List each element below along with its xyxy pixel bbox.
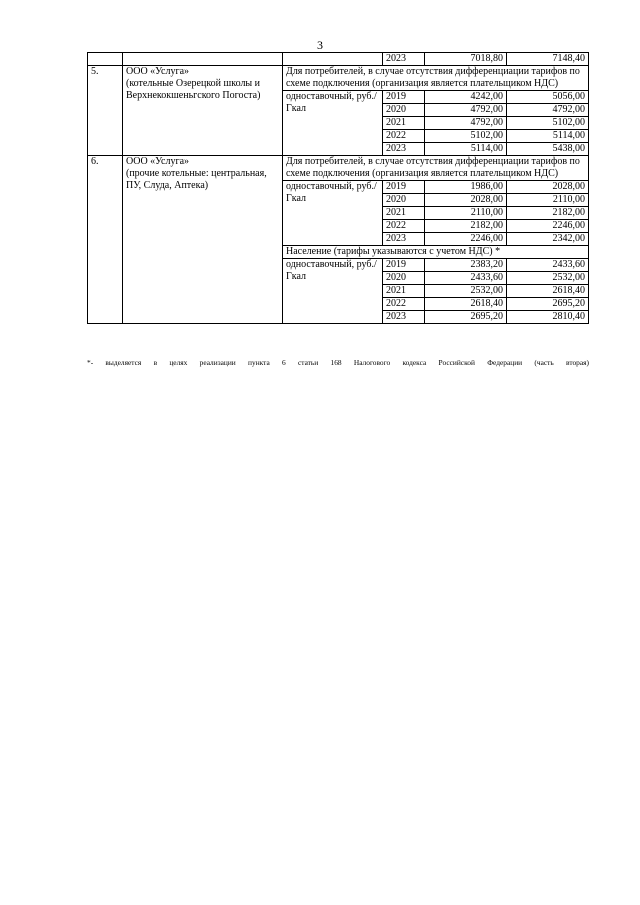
number-cell	[88, 53, 123, 66]
value-cell: 2532,00	[507, 272, 589, 285]
year-cell: 2019	[383, 181, 425, 194]
table-row	[88, 53, 589, 66]
value-cell: 5438,00	[507, 143, 589, 156]
value-cell: 2618,40	[425, 298, 507, 311]
value-cell: 2695,20	[507, 298, 589, 311]
consumer-group-header: Для потребителей, в случае отсутствия дифференциации тарифов по схеме подключения (организация является плательщиком НДС)	[283, 156, 589, 181]
value-cell: 2433,60	[425, 272, 507, 285]
year-cell: 2020	[383, 272, 425, 285]
year-cell: 2022	[383, 220, 425, 233]
tariff-type-cell: одноставочный, руб./Гкал	[283, 91, 383, 156]
value-cell: 4792,00	[425, 104, 507, 117]
group-header-row	[88, 66, 589, 91]
value-cell: 4792,00	[507, 104, 589, 117]
year-cell: 2019	[383, 91, 425, 104]
value-cell: 5114,00	[425, 143, 507, 156]
value-cell: 2342,00	[507, 233, 589, 246]
value-cell: 2028,00	[425, 194, 507, 207]
value-cell: 5114,00	[507, 130, 589, 143]
value-cell: 2110,00	[507, 194, 589, 207]
year-cell: 2021	[383, 207, 425, 220]
value-cell: 2246,00	[507, 220, 589, 233]
value-cell: 2028,00	[507, 181, 589, 194]
tariff-type-cell	[283, 53, 383, 66]
value-cell: 7018,80	[425, 53, 507, 66]
year-cell: 2023	[383, 233, 425, 246]
consumer-group-header: Для потребителей, в случае отсутствия дифференциации тарифов по схеме подключения (организация является плательщиком НДС)	[283, 66, 589, 91]
value-cell: 2618,40	[507, 285, 589, 298]
organization-cell	[123, 53, 283, 66]
value-cell: 2433,60	[507, 259, 589, 272]
year-cell: 2023	[383, 311, 425, 324]
tariff-table	[87, 52, 589, 324]
value-cell: 4792,00	[425, 117, 507, 130]
tariff-type-cell: одноставочный, руб./Гкал	[283, 181, 383, 246]
year-cell: 2019	[383, 259, 425, 272]
value-cell: 4242,00	[425, 91, 507, 104]
value-cell: 2110,00	[425, 207, 507, 220]
group-header-row	[88, 156, 589, 181]
tariff-type-cell: одноставочный, руб./Гкал	[283, 259, 383, 324]
value-cell: 2383,20	[425, 259, 507, 272]
value-cell: 2695,20	[425, 311, 507, 324]
value-cell: 2532,00	[425, 285, 507, 298]
org-name: ООО «Услуга» (прочие котельные: центральная, ПУ, Слуда, Аптека)	[123, 156, 283, 324]
year-cell: 2020	[383, 194, 425, 207]
year-cell: 2023	[383, 143, 425, 156]
value-cell: 2182,00	[507, 207, 589, 220]
value-cell: 1986,00	[425, 181, 507, 194]
year-cell: 2021	[383, 285, 425, 298]
org-name: ООО «Услуга» (котельные Озерецкой школы и Верхнекокшеньгского Погоста)	[123, 66, 283, 156]
footnote: *- выделяется в целях реализации пункта 6 статьи 168 Налогового кодекса Российской Федерации (часть вторая)	[87, 358, 589, 367]
value-cell: 5056,00	[507, 91, 589, 104]
value-cell: 5102,00	[507, 117, 589, 130]
value-cell: 5102,00	[425, 130, 507, 143]
page-number: 3	[317, 38, 323, 52]
year-cell: 2022	[383, 130, 425, 143]
value-cell: 2810,40	[507, 311, 589, 324]
org-number: 6.	[88, 156, 123, 324]
year-cell: 2021	[383, 117, 425, 130]
year-cell: 2020	[383, 104, 425, 117]
year-cell: 2023	[383, 53, 425, 66]
value-cell: 7148,40	[507, 53, 589, 66]
org-number: 5.	[88, 66, 123, 156]
value-cell: 2246,00	[425, 233, 507, 246]
consumer-group-header: Население (тарифы указываются с учетом НДС) *	[283, 246, 589, 259]
value-cell: 2182,00	[425, 220, 507, 233]
year-cell: 2022	[383, 298, 425, 311]
